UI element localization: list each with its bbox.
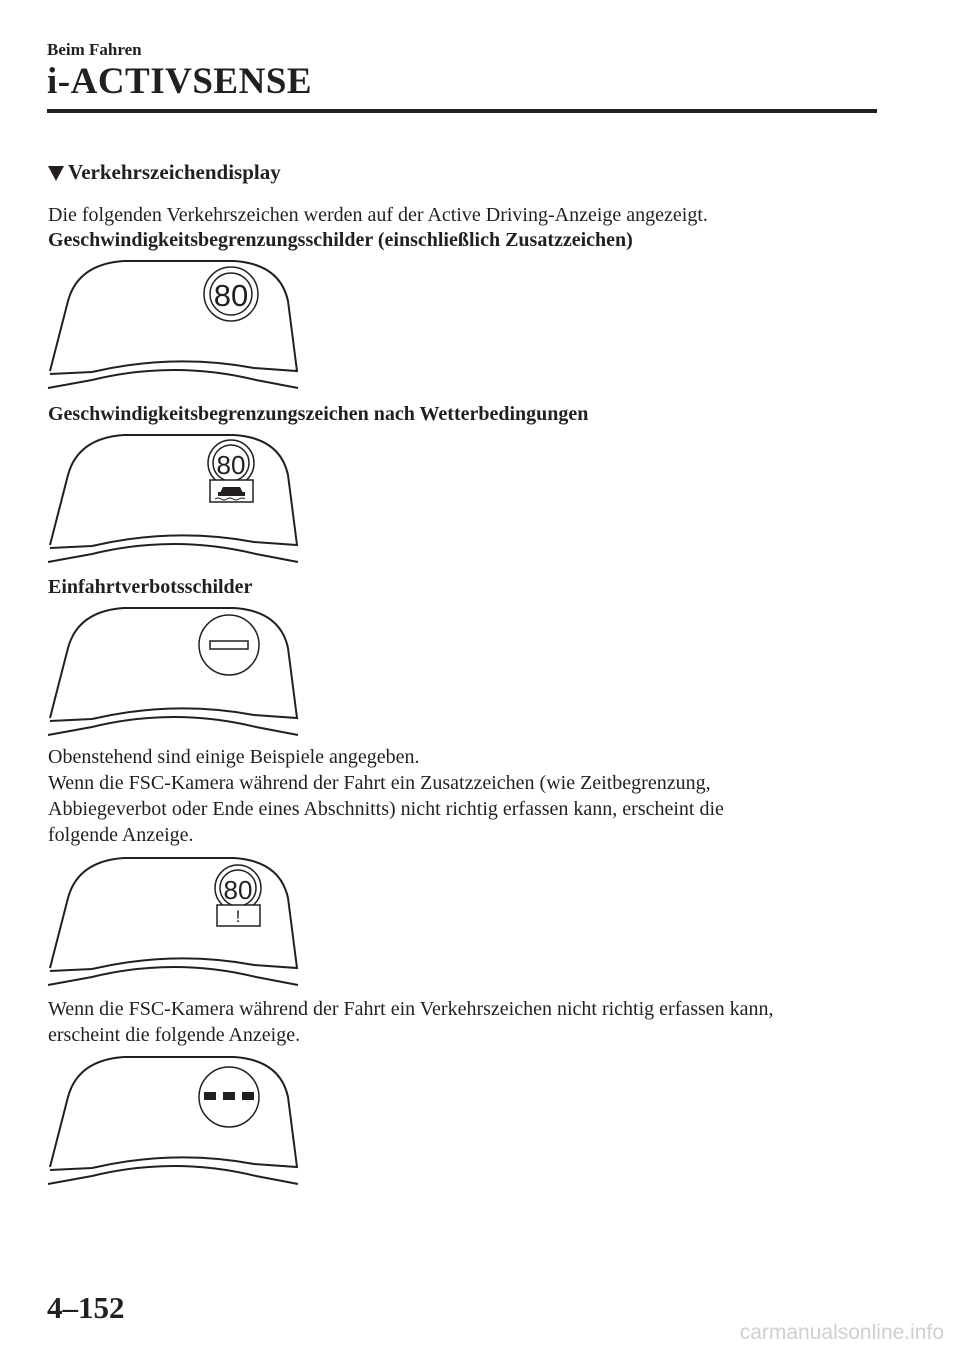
supplementary-text-line-2: Abbiegeverbot oder Ende eines Abschnitts) nicht richtig erfassen kann, erscheint die (48, 798, 724, 820)
supplementary-text-line-1: Wenn die FSC-Kamera während der Fahrt ein Zusatzzeichen (wie Zeitbegrenzung, (48, 772, 711, 794)
chapter-title: Beim Fahren (47, 40, 142, 59)
speed-limit-value: 80 (216, 450, 246, 480)
speed-limit-sign-icon (215, 865, 261, 911)
unrecognized-text-line-2: erscheint die folgende Anzeige. (48, 1024, 301, 1046)
speed-limit-sign-icon (208, 440, 254, 486)
weather-car-icon (210, 480, 253, 502)
unrecognized-text-line-1: Wenn die FSC-Kamera während der Fahrt ein Verkehrszeichen nicht richtig erfassen kann, (48, 998, 774, 1020)
subheading (48, 160, 281, 185)
label-weather: Geschwindigkeitsbegrenzungszeichen nach Wetterbedingungen (48, 403, 589, 425)
intro-text: Die folgenden Verkehrszeichen werden auf der Active Driving-Anzeige angezeigt. (48, 204, 708, 226)
page-number: 4–152 (47, 1290, 125, 1325)
triangle-bullet-icon (48, 166, 64, 181)
label-speed-limit: Geschwindigkeitsbegrenzungsschilder (einschließlich Zusatzzeichen) (48, 229, 633, 251)
exclamation-icon (217, 905, 260, 926)
header-rule (47, 109, 877, 113)
supplementary-symbol: ! (235, 907, 241, 926)
subheading-text: Verkehrszeichendisplay (68, 160, 281, 184)
no-entry-sign-icon (199, 615, 259, 675)
speed-limit-value: 80 (223, 875, 253, 905)
label-no-entry: Einfahrtverbotsschilder (48, 576, 253, 598)
display-figure-speed-limit (44, 256, 304, 392)
examples-text: Obenstehend sind einige Beispiele angegeben. (48, 746, 420, 768)
section-title: i-ACTIVSENSE (47, 61, 313, 102)
display-figure-weather (44, 430, 304, 566)
supplementary-text-line-3: folgende Anzeige. (48, 824, 194, 846)
watermark: carmanualsonline.info (739, 1321, 944, 1344)
display-figure-no-entry (44, 603, 304, 739)
unrecognized-sign-icon (199, 1067, 259, 1127)
speed-limit-value: 80 (213, 278, 249, 313)
display-figure-unrecognized-sign (44, 1052, 304, 1188)
speed-limit-sign-icon (204, 267, 258, 321)
display-figure-unrecognized-supplementary (44, 853, 304, 989)
